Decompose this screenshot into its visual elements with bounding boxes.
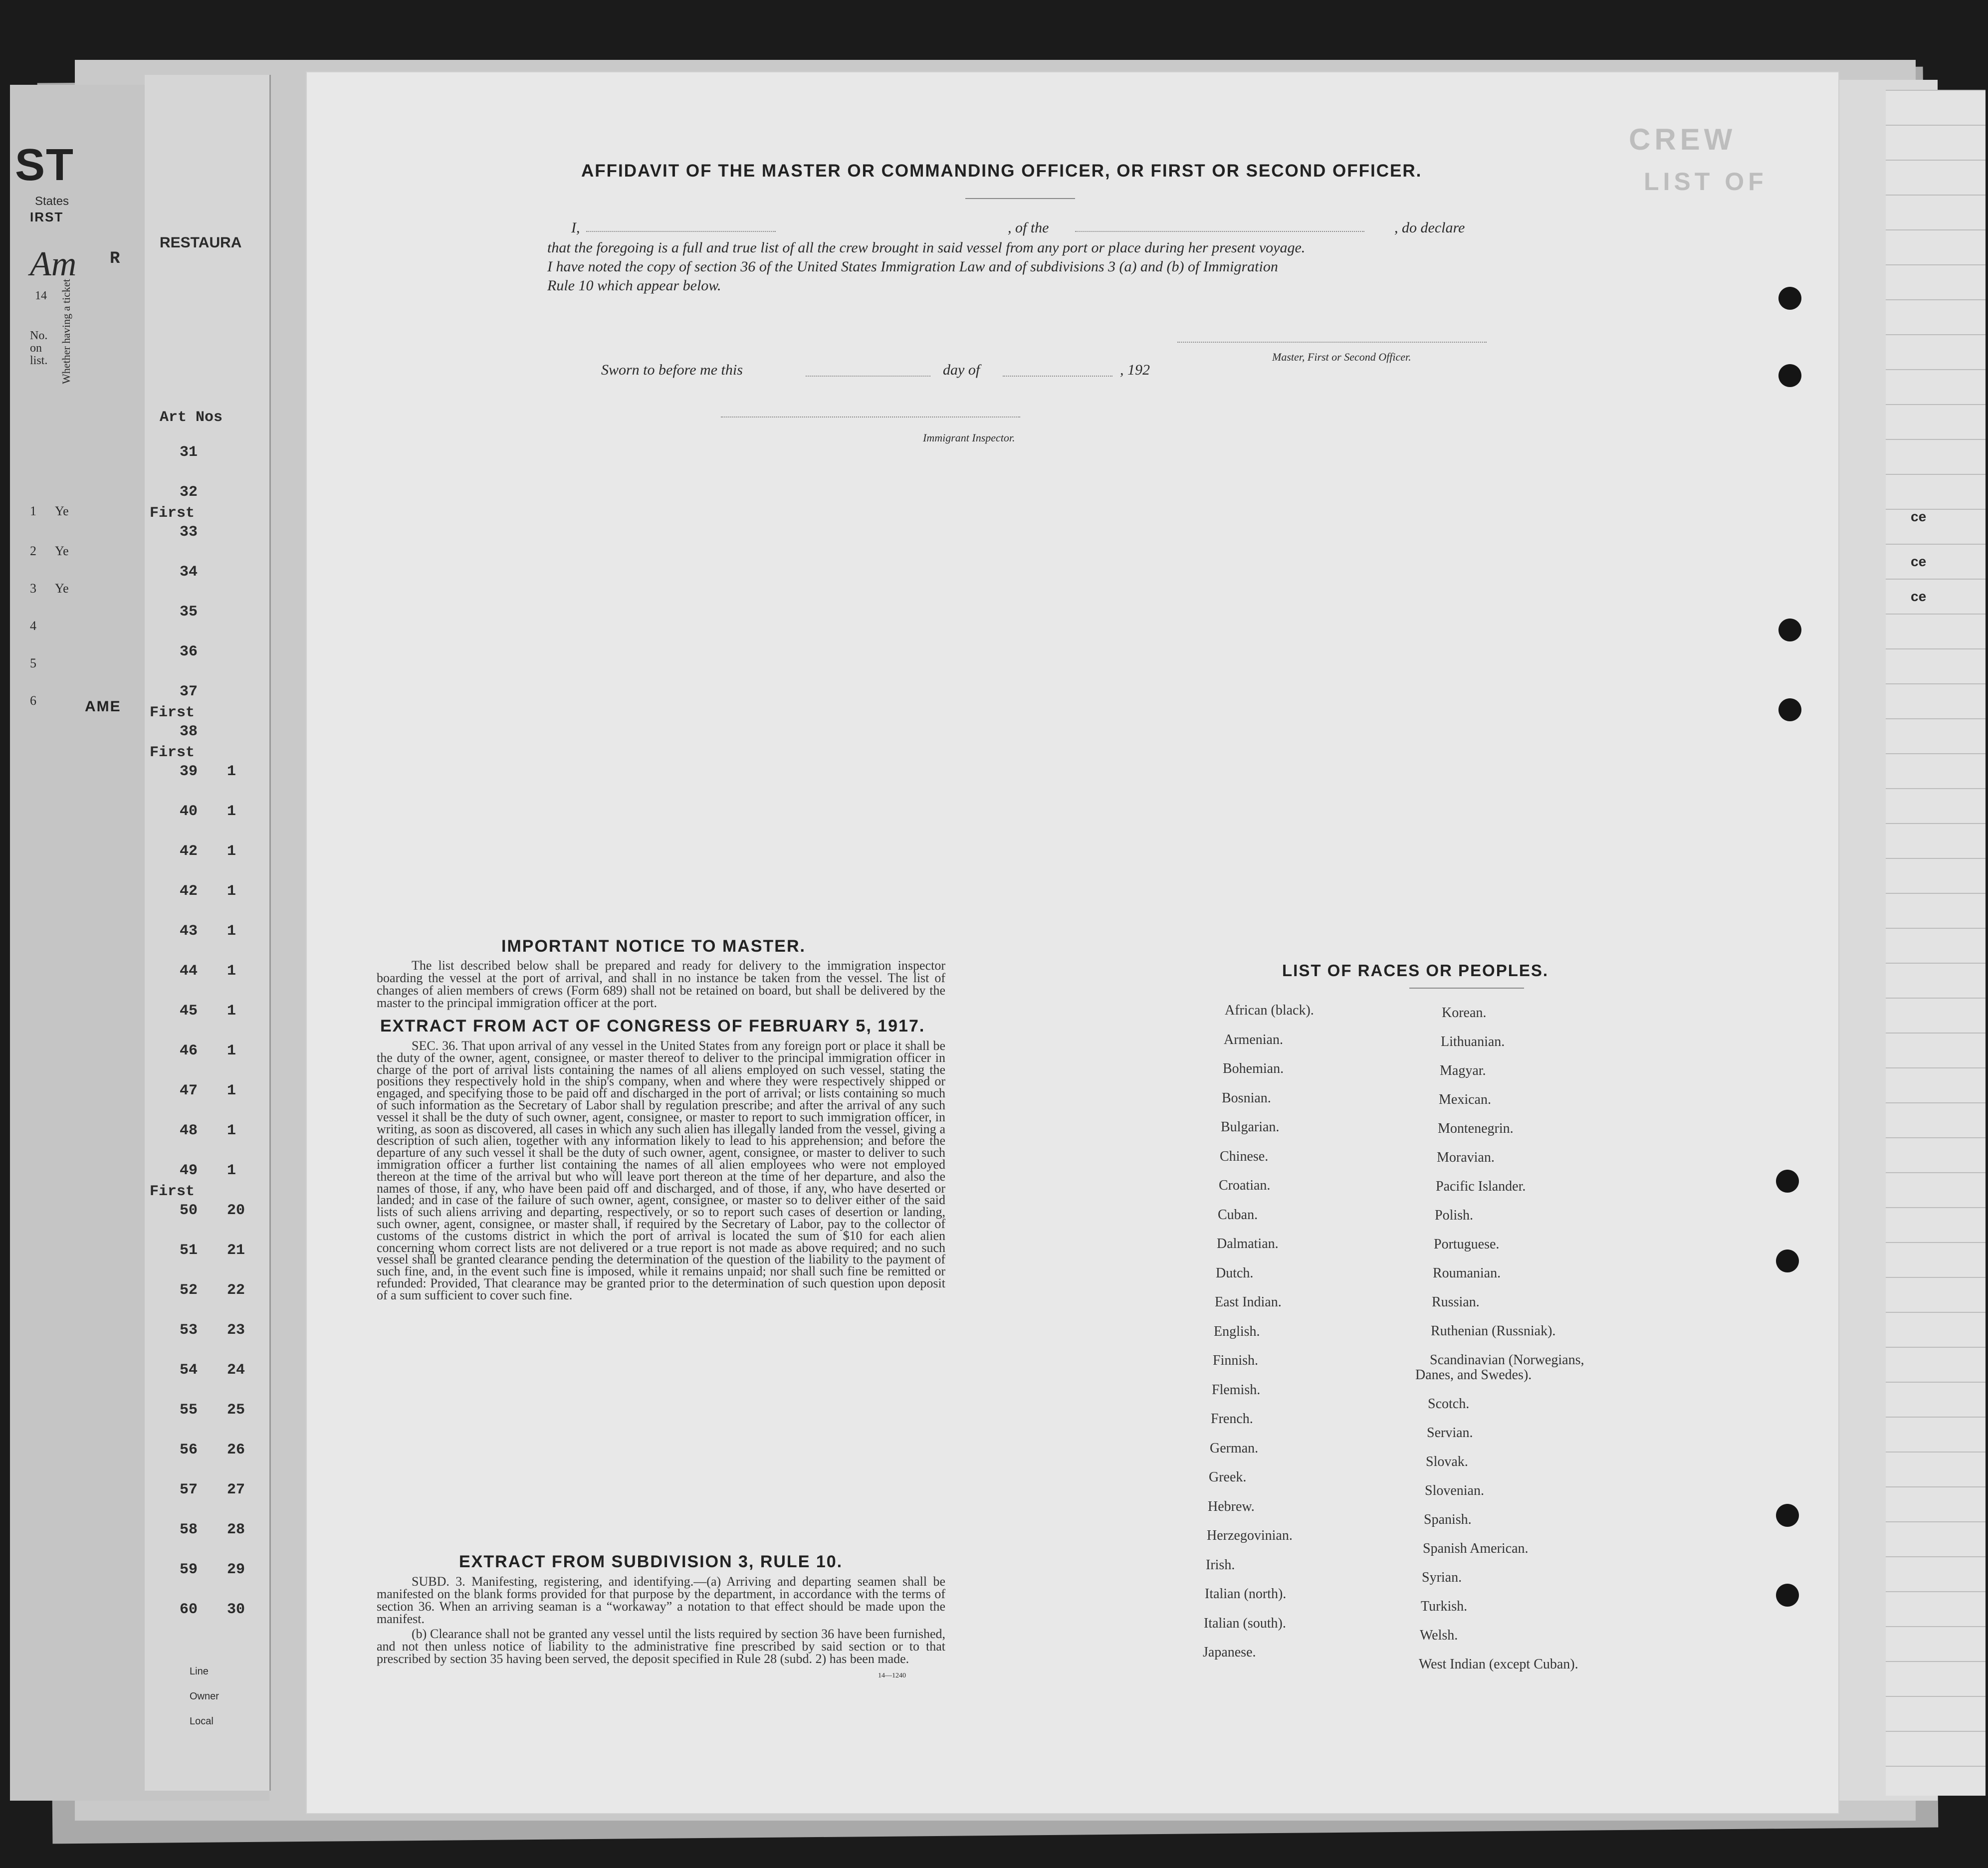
sworn-month-field[interactable] bbox=[1003, 376, 1112, 377]
ledger-row-number: 34 bbox=[180, 564, 198, 581]
ledger-second-column-value: 1 bbox=[227, 1122, 236, 1139]
ledger-fragment: 1 bbox=[30, 504, 36, 518]
race-item: Armenian. bbox=[1224, 1032, 1283, 1047]
sworn-day-field[interactable] bbox=[806, 376, 930, 377]
race-item: Japanese. bbox=[1203, 1645, 1256, 1660]
race-item: Turkish. bbox=[1421, 1599, 1468, 1614]
race-item: Italian (south). bbox=[1204, 1615, 1286, 1631]
race-item: Danes, and Swedes). bbox=[1415, 1367, 1532, 1383]
ledger-second-column-value: 29 bbox=[227, 1561, 245, 1578]
ledger-row-number: 32 bbox=[180, 484, 198, 501]
ledger-row-number: 33 bbox=[180, 524, 198, 541]
ledger-row-number: 40 bbox=[180, 803, 198, 820]
ledger-second-column-value: 1 bbox=[227, 963, 236, 980]
ledger-row-number: 37 bbox=[180, 683, 198, 700]
race-item: Irish. bbox=[1206, 1557, 1235, 1573]
race-item: French. bbox=[1211, 1411, 1253, 1427]
ledger-footer: Local bbox=[190, 1716, 214, 1727]
race-item: Spanish American. bbox=[1423, 1541, 1529, 1556]
ledger-row-number: 52 bbox=[180, 1282, 198, 1299]
race-item: Scandinavian (Norwegians, bbox=[1430, 1352, 1584, 1368]
inspector-label: Immigrant Inspector. bbox=[923, 431, 1015, 444]
master-signature-field[interactable] bbox=[1177, 342, 1487, 343]
ledger-row-number: 44 bbox=[180, 963, 198, 980]
punch-hole bbox=[1776, 1504, 1799, 1527]
ledger-second-column-value: 1 bbox=[227, 843, 236, 860]
race-item: Bohemian. bbox=[1223, 1061, 1284, 1076]
grid-fragment: ce bbox=[1911, 589, 1927, 604]
affidavit-title: AFFIDAVIT OF THE MASTER OR COMMANDING OFFICER, OR FIRST OR SECOND OFFICER. bbox=[581, 161, 1422, 181]
race-item: Dalmatian. bbox=[1217, 1236, 1279, 1251]
race-item: Moravian. bbox=[1437, 1150, 1495, 1165]
ledger-fragment: 4 bbox=[30, 619, 36, 633]
sworn-label: Sworn to before me this bbox=[601, 362, 743, 378]
rule-extract-body-b: (b) Clearance shall not be granted any vessel until the lists required by section 36 have been furnished, and not then unless notice of liability to the administrative fine prescribed by said section or to that prescribed by section 35 having been served, the deposit specified in Rule 28 (subd. 2) has been made. bbox=[377, 1627, 945, 1666]
race-item: Bulgarian. bbox=[1221, 1119, 1280, 1135]
ledger-second-column-value: 22 bbox=[227, 1282, 245, 1299]
ledger-fragment: Ye bbox=[55, 504, 69, 518]
ledger-fragment: on bbox=[30, 342, 42, 355]
ledger-second-column-value: 1 bbox=[227, 923, 236, 940]
ledger-fragment: 5 bbox=[30, 656, 36, 670]
ledger-fragment: list. bbox=[30, 354, 48, 367]
race-item: African (black). bbox=[1225, 1003, 1314, 1018]
ledger-fragment: Am bbox=[30, 245, 77, 283]
ledger-fragment: 14 bbox=[35, 289, 47, 302]
race-item: Russian. bbox=[1432, 1294, 1480, 1310]
ledger-row-number: 42 bbox=[180, 843, 198, 860]
ledger-row-number: 35 bbox=[180, 604, 198, 621]
vessel-field[interactable] bbox=[1075, 231, 1364, 232]
race-item: Scotch. bbox=[1428, 1396, 1470, 1412]
ledger-second-column-value: 1 bbox=[227, 1162, 236, 1179]
punch-hole bbox=[1778, 698, 1801, 721]
grid-fragment: ce bbox=[1911, 554, 1927, 569]
ledger-second-column-value: 30 bbox=[227, 1601, 245, 1618]
ledger-row-number: 46 bbox=[180, 1042, 198, 1059]
ledger-fragment: Ye bbox=[55, 581, 69, 596]
race-item: East Indian. bbox=[1215, 1294, 1282, 1310]
race-item: Polish. bbox=[1435, 1208, 1474, 1223]
master-signature-label: Master, First or Second Officer. bbox=[1272, 351, 1411, 363]
punch-hole bbox=[1778, 619, 1801, 641]
race-item: Greek. bbox=[1209, 1469, 1247, 1485]
ledger-row-number: 31 bbox=[180, 444, 198, 461]
act-extract-body: SEC. 36. That upon arrival of any vessel in the United States from any foreign port or place it shall be the duty of the owner, agent, consignee, or master thereof to deliver to the principal immigration officer in charge of the port of arrival lists containing the names of all aliens employed on such vessel, stating the positions they respectively hold in the ship's company, when and where they were respectively shipped or engaged, and specifying those to be paid off and discharged in the port of arrival; or lists containing so much of such information as the Secretary of Labor shall by regulation prescribe; and after the arrival of any such vessel it shall be the duty of such owner, agent, consignee, or master to report to such immigration officer, in writing, as soon as discovered, all cases in which any such alien has illegally landed from the vessel, giving a description of such alien, together with any information likely to lead to his apprehension; and before the departure of any such vessel it shall be the duty of such owner, agent, consignee, or master to deliver to such immigration officer a further list containing the names of all alien employees who were not employed thereon at the time of the arrival but who will leave port thereon at the time of her departure, and also the names of those, if any, who have been paid off and discharged, and of those, if any, who have deserted or landed; and in case of the failure of such owner, agent, consignee, or master so to deliver either of the said lists of such aliens arriving and departing, respectively, or so to report such cases of desertion or landing, such owner, agent, consignee, or master shall, if required by the Secretary of Labor, pay to the collector of customs of the customs district in which the port of arrival is located the sum of $10 for each alien concerning whom correct lists are not delivered or a true report is not made as above required; and no such vessel shall be granted clearance pending the determination of the question of the liability to the payment of such fine, and, in the event such fine is imposed, while it remains unpaid; nor shall such fine be remitted or refunded: Provided, That clearance may be granted prior to the determination of such question upon deposit of a sum sufficient to cover such fine. bbox=[377, 1038, 945, 1302]
ledger-header: RESTAURA bbox=[160, 234, 242, 251]
race-item: Bosnian. bbox=[1222, 1090, 1271, 1106]
ledger-second-column-value: 21 bbox=[227, 1242, 245, 1259]
act-extract-title: EXTRACT FROM ACT OF CONGRESS OF FEBRUARY 5, 1917. bbox=[380, 1017, 925, 1036]
race-item: Servian. bbox=[1427, 1425, 1473, 1441]
ledger-row-number: 47 bbox=[180, 1082, 198, 1099]
ledger-row-number: 58 bbox=[180, 1521, 198, 1538]
ledger-fragment: IRST bbox=[30, 209, 64, 224]
race-item: Hebrew. bbox=[1208, 1498, 1255, 1514]
ledger-row-number: 49 bbox=[180, 1162, 198, 1179]
race-item: Spanish. bbox=[1424, 1512, 1472, 1527]
ledger-fragment: States bbox=[35, 195, 69, 208]
races-title: LIST OF RACES OR PEOPLES. bbox=[1282, 961, 1549, 980]
grid-fragment: ce bbox=[1911, 509, 1927, 524]
year-label: , 192 bbox=[1120, 362, 1150, 378]
ledger-second-column-value: 1 bbox=[227, 883, 236, 900]
race-item: Syrian. bbox=[1422, 1570, 1462, 1585]
ledger-fragment: 6 bbox=[30, 693, 36, 708]
ledger-second-column-value: 1 bbox=[227, 763, 236, 780]
ledger-row-number: 60 bbox=[180, 1601, 198, 1618]
ledger-second-column-value: 20 bbox=[227, 1202, 245, 1219]
race-item: Herzegovinian. bbox=[1207, 1528, 1293, 1543]
ledger-second-column-value: 24 bbox=[227, 1362, 245, 1379]
ledger-row-number: 42 bbox=[180, 883, 198, 900]
race-item: Mexican. bbox=[1439, 1092, 1491, 1107]
ledger-row-number: 51 bbox=[180, 1242, 198, 1259]
race-item: Dutch. bbox=[1216, 1265, 1254, 1281]
affidavit-line: Rule 10 which appear below. bbox=[547, 277, 721, 294]
ledger-column bbox=[110, 70, 269, 1796]
notice-body: The list described below shall be prepared and ready for delivery to the immigration inspector boarding the vessel at the port of arrival, and shall in no instance be taken from the vessel. The list of changes of alien members of crews (Form 689) shall not be retained on board, but shall be delivered by the master to the principal immigration officer at the port. bbox=[377, 958, 945, 1010]
affidavit-of-the: , of the bbox=[1008, 219, 1049, 236]
ledger-row-label: First bbox=[150, 1183, 195, 1200]
race-item: Chinese. bbox=[1220, 1148, 1269, 1164]
punch-hole bbox=[1776, 1249, 1799, 1272]
ledger-fragment: 3 bbox=[30, 581, 36, 596]
ledger-row-number: 45 bbox=[180, 1003, 198, 1020]
form-number: 14—1240 bbox=[878, 1672, 906, 1679]
race-item: Flemish. bbox=[1212, 1382, 1261, 1398]
ledger-fragment: Whether having a ticket bbox=[60, 279, 72, 384]
ledger-fragment: AME bbox=[85, 698, 121, 715]
day-of-label: day of bbox=[943, 362, 980, 378]
ledger-second-column-value: 25 bbox=[227, 1402, 245, 1419]
ledger-second-column-value: 1 bbox=[227, 1082, 236, 1099]
ledger-fragment: 2 bbox=[30, 544, 36, 558]
ledger-row-number: 56 bbox=[180, 1442, 198, 1458]
ledger-second-column-value: 26 bbox=[227, 1442, 245, 1458]
punch-hole bbox=[1776, 1584, 1799, 1607]
ledger-row-number: 53 bbox=[180, 1322, 198, 1339]
race-item: German. bbox=[1210, 1440, 1259, 1456]
ledger-row-number: 54 bbox=[180, 1362, 198, 1379]
races-rule bbox=[1409, 988, 1524, 989]
ledger-row-number: 43 bbox=[180, 923, 198, 940]
race-item: Lithuanian. bbox=[1441, 1034, 1505, 1049]
ledger-row-number: 48 bbox=[180, 1122, 198, 1139]
race-item: West Indian (except Cuban). bbox=[1419, 1657, 1578, 1672]
ledger-row-number: 38 bbox=[180, 723, 198, 740]
ledger-row-number: 39 bbox=[180, 763, 198, 780]
ledger-row-label: First bbox=[150, 704, 195, 721]
ledger-fragment: ST bbox=[15, 140, 75, 190]
race-item: Roumanian. bbox=[1433, 1265, 1501, 1281]
ledger-row-label: First bbox=[150, 505, 195, 522]
race-item: Welsh. bbox=[1420, 1628, 1458, 1643]
race-item: Portuguese. bbox=[1434, 1237, 1500, 1252]
inspector-signature-field[interactable] bbox=[721, 416, 1020, 417]
ledger-row-number: 57 bbox=[180, 1481, 198, 1498]
ledger-fragment: R bbox=[110, 249, 120, 268]
right-grid-sheet bbox=[1886, 90, 1986, 1796]
title-rule bbox=[965, 198, 1075, 199]
rule-extract-title: EXTRACT FROM SUBDIVISION 3, RULE 10. bbox=[459, 1552, 843, 1571]
ledger-second-column-value: 1 bbox=[227, 1042, 236, 1059]
ledger-second-column-value: 27 bbox=[227, 1481, 245, 1498]
race-item: Cuban. bbox=[1218, 1207, 1258, 1223]
race-item: English. bbox=[1214, 1323, 1260, 1339]
race-item: Magyar. bbox=[1440, 1063, 1486, 1078]
affidavit-line: that the foregoing is a full and true list of all the crew brought in said vessel from any port or place during her present voyage. bbox=[547, 239, 1306, 256]
punch-hole bbox=[1776, 1170, 1799, 1193]
bleed-through-text: LIST OF bbox=[1644, 168, 1767, 196]
ledger-row-number: 36 bbox=[180, 643, 198, 660]
race-item: Slovenian. bbox=[1425, 1483, 1484, 1498]
punch-hole bbox=[1778, 287, 1801, 310]
ledger-second-column-value: 1 bbox=[227, 803, 236, 820]
affidavit-line: I have noted the copy of section 36 of the United States Immigration Law and of subdivisions 3 (a) and (b) of Immigration bbox=[547, 258, 1278, 275]
bleed-through-text: CREW bbox=[1629, 123, 1737, 156]
rule-extract-body-a: SUBD. 3. Manifesting, registering, and identifying.—(a) Arriving and departing seamen shall be manifested on the blank forms provided for that purpose by the department, in accordance with the terms of section 36. When an arriving seaman is a “workaway” a notation to that effect should be made upon the manifest. bbox=[377, 1574, 945, 1626]
punch-hole bbox=[1778, 364, 1801, 387]
affidavit-i: I, bbox=[571, 219, 580, 236]
ledger-second-column-value: 28 bbox=[227, 1521, 245, 1538]
ledger-second-column-value: 23 bbox=[227, 1322, 245, 1339]
ledger-fragment: No. bbox=[30, 329, 48, 342]
ledger-row-number: 55 bbox=[180, 1402, 198, 1419]
race-item: Italian (north). bbox=[1205, 1586, 1287, 1602]
ledger-footer: Line bbox=[190, 1666, 209, 1677]
race-item: Finnish. bbox=[1213, 1353, 1259, 1368]
notice-title: IMPORTANT NOTICE TO MASTER. bbox=[501, 937, 806, 956]
ledger-fragment: Ye bbox=[55, 544, 69, 558]
affidavit-do-declare: , do declare bbox=[1394, 219, 1465, 236]
name-field[interactable] bbox=[586, 231, 776, 232]
race-item: Montenegrin. bbox=[1438, 1121, 1514, 1136]
ledger-footer: Owner bbox=[190, 1691, 219, 1702]
race-item: Slovak. bbox=[1426, 1454, 1468, 1469]
race-item: Korean. bbox=[1442, 1005, 1487, 1021]
ledger-header: Art Nos bbox=[160, 409, 223, 426]
affidavit-sheet bbox=[307, 72, 1838, 1813]
ledger-second-column-value: 1 bbox=[227, 1003, 236, 1020]
ledger-row-label: First bbox=[150, 744, 195, 761]
ledger-row-number: 50 bbox=[180, 1202, 198, 1219]
race-item: Ruthenian (Russniak). bbox=[1431, 1323, 1556, 1339]
race-item: Pacific Islander. bbox=[1436, 1179, 1526, 1194]
ledger-row-number: 59 bbox=[180, 1561, 198, 1578]
race-item: Croatian. bbox=[1219, 1178, 1271, 1193]
